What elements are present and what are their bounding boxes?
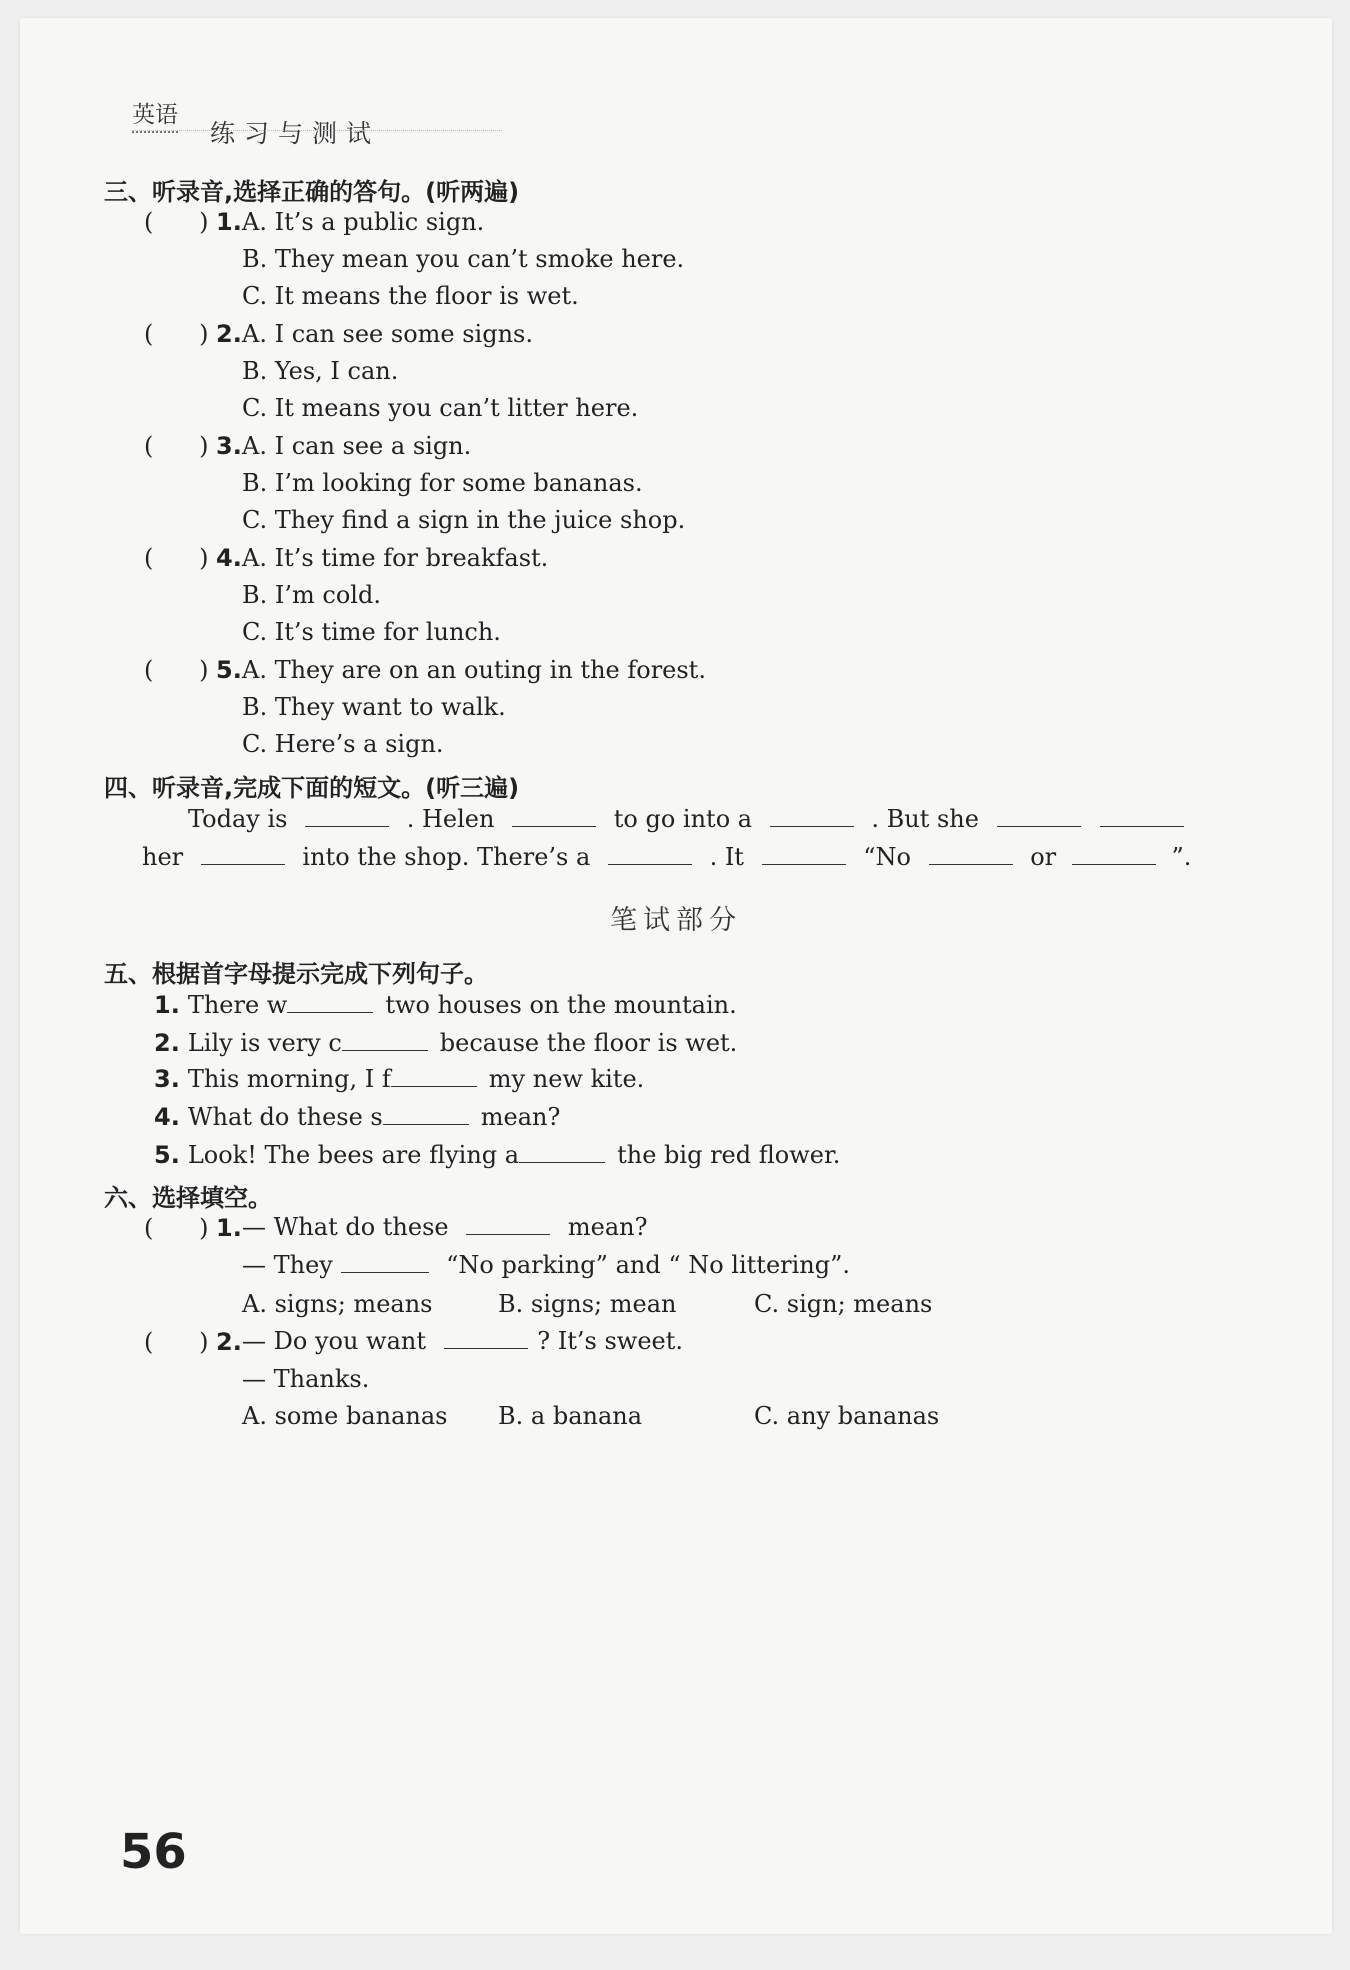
book-title: 练习与测试 bbox=[210, 119, 381, 148]
section-5-title: 五、根据首字母提示完成下列句子。 bbox=[104, 960, 488, 988]
passage-text: . It bbox=[709, 843, 744, 871]
option-b[interactable]: B. Yes, I can. bbox=[242, 357, 399, 385]
fill-sentence bbox=[154, 1028, 737, 1058]
answer-blank[interactable] bbox=[466, 1212, 550, 1235]
fill-sentence bbox=[154, 990, 737, 1020]
option-b[interactable]: B. They want to walk. bbox=[242, 693, 506, 721]
sentence-text: my new kite. bbox=[488, 1065, 645, 1093]
option-b[interactable]: B. signs; mean bbox=[498, 1290, 677, 1318]
sentence-text: Look! The bees are flying a bbox=[187, 1141, 520, 1169]
option-b[interactable]: B. I’m looking for some bananas. bbox=[242, 469, 643, 497]
sentence-text: two houses on the mountain. bbox=[385, 991, 737, 1019]
sentence-text: What do these s bbox=[187, 1103, 383, 1131]
answer-blank[interactable] bbox=[929, 842, 1013, 865]
passage-text: her bbox=[142, 843, 184, 871]
passage-line-2 bbox=[142, 842, 1191, 872]
question-text: “No parking” and “ No littering”. bbox=[446, 1251, 851, 1279]
passage-text: “No bbox=[863, 843, 911, 871]
answer-bracket[interactable]: ( ) bbox=[144, 320, 209, 348]
fill-sentence bbox=[154, 1102, 560, 1132]
written-part-title: 笔试部分 bbox=[610, 905, 742, 936]
option-a[interactable]: A. It’s a public sign. bbox=[242, 208, 485, 236]
question-text: — They bbox=[242, 1251, 333, 1279]
sentence-text: Lily is very c bbox=[187, 1029, 342, 1057]
answer-blank[interactable] bbox=[342, 1028, 428, 1051]
answer-blank[interactable] bbox=[1072, 842, 1156, 865]
answer-blank[interactable] bbox=[762, 842, 846, 865]
q6-2-line-2: — Thanks. bbox=[242, 1365, 370, 1393]
item-number: 1. bbox=[154, 991, 180, 1019]
answer-bracket[interactable]: ( ) bbox=[144, 432, 209, 460]
passage-text: to go into a bbox=[613, 805, 753, 833]
answer-blank[interactable] bbox=[391, 1064, 477, 1087]
answer-bracket[interactable]: ( ) bbox=[144, 1328, 209, 1356]
answer-blank[interactable] bbox=[608, 842, 692, 865]
answer-blank[interactable] bbox=[519, 1140, 605, 1163]
header-rule bbox=[132, 130, 502, 131]
fill-sentence bbox=[154, 1064, 644, 1094]
question-text: ? It’s sweet. bbox=[537, 1327, 684, 1355]
option-c[interactable]: C. Here’s a sign. bbox=[242, 730, 444, 758]
answer-bracket[interactable]: ( ) bbox=[144, 208, 209, 236]
q6-1-line-1 bbox=[242, 1212, 647, 1242]
subject-label: 英语 bbox=[132, 96, 178, 133]
fill-sentence bbox=[154, 1140, 840, 1170]
answer-bracket[interactable]: ( ) bbox=[144, 544, 209, 572]
option-a[interactable]: A. It’s time for breakfast. bbox=[242, 544, 549, 572]
option-c[interactable]: C. They find a sign in the juice shop. bbox=[242, 506, 686, 534]
answer-blank[interactable] bbox=[305, 804, 389, 827]
option-a[interactable]: A. They are on an outing in the forest. bbox=[242, 656, 706, 684]
question-number: 1. bbox=[216, 1214, 242, 1242]
option-a[interactable]: A. I can see some signs. bbox=[242, 320, 533, 348]
section-6-title: 六、选择填空。 bbox=[104, 1184, 272, 1212]
option-a[interactable]: A. some bananas bbox=[242, 1402, 448, 1430]
passage-text: ”. bbox=[1171, 843, 1192, 871]
option-b[interactable]: B. a banana bbox=[498, 1402, 643, 1430]
answer-blank[interactable] bbox=[770, 804, 854, 827]
sentence-text: This morning, I f bbox=[187, 1065, 391, 1093]
question-number: 2. bbox=[216, 320, 242, 348]
sentence-text: the big red flower. bbox=[617, 1141, 841, 1169]
item-number: 5. bbox=[154, 1141, 180, 1169]
answer-blank[interactable] bbox=[383, 1102, 469, 1125]
passage-text: . Helen bbox=[406, 805, 495, 833]
page-header bbox=[110, 80, 570, 148]
answer-blank[interactable] bbox=[997, 804, 1081, 827]
question-number: 2. bbox=[216, 1328, 242, 1356]
passage-text: . But she bbox=[871, 805, 979, 833]
option-c[interactable]: C. sign; means bbox=[754, 1290, 933, 1318]
question-number: 1. bbox=[216, 208, 242, 236]
question-text: — Do you want bbox=[242, 1327, 426, 1355]
answer-blank[interactable] bbox=[201, 842, 285, 865]
answer-blank[interactable] bbox=[1100, 804, 1184, 827]
section-3-title: 三、听录音,选择正确的答句。(听两遍) bbox=[104, 178, 520, 206]
passage-text: or bbox=[1030, 843, 1057, 871]
q6-2-line-1 bbox=[242, 1326, 683, 1356]
option-a[interactable]: A. I can see a sign. bbox=[242, 432, 472, 460]
answer-blank[interactable] bbox=[287, 990, 373, 1013]
passage-text: into the shop. There’s a bbox=[302, 843, 591, 871]
q6-1-line-2 bbox=[242, 1250, 850, 1280]
passage-line-1 bbox=[188, 804, 1190, 834]
option-c[interactable]: C. It means you can’t litter here. bbox=[242, 394, 639, 422]
answer-bracket[interactable]: ( ) bbox=[144, 656, 209, 684]
question-text: mean? bbox=[567, 1213, 648, 1241]
sentence-text: There w bbox=[187, 991, 288, 1019]
option-c[interactable]: C. any bananas bbox=[754, 1402, 940, 1430]
sentence-text: mean? bbox=[480, 1103, 561, 1131]
sentence-text: because the floor is wet. bbox=[439, 1029, 738, 1057]
passage-text: Today is bbox=[188, 805, 288, 833]
answer-blank[interactable] bbox=[512, 804, 596, 827]
answer-bracket[interactable]: ( ) bbox=[144, 1214, 209, 1242]
option-a[interactable]: A. signs; means bbox=[242, 1290, 433, 1318]
question-text: — What do these bbox=[242, 1213, 449, 1241]
item-number: 3. bbox=[154, 1065, 180, 1093]
item-number: 2. bbox=[154, 1029, 180, 1057]
section-4-title: 四、听录音,完成下面的短文。(听三遍) bbox=[104, 774, 520, 802]
question-number: 4. bbox=[216, 544, 242, 572]
answer-blank[interactable] bbox=[341, 1250, 429, 1273]
answer-blank[interactable] bbox=[444, 1326, 528, 1349]
question-number: 5. bbox=[216, 656, 242, 684]
page-number: 56 bbox=[120, 1824, 187, 1880]
workbook-page bbox=[20, 18, 1332, 1934]
item-number: 4. bbox=[154, 1103, 180, 1131]
option-c[interactable]: C. It’s time for lunch. bbox=[242, 618, 501, 646]
option-b[interactable]: B. I’m cold. bbox=[242, 581, 381, 609]
question-number: 3. bbox=[216, 432, 242, 460]
option-b[interactable]: B. They mean you can’t smoke here. bbox=[242, 245, 685, 273]
option-c[interactable]: C. It means the floor is wet. bbox=[242, 282, 579, 310]
